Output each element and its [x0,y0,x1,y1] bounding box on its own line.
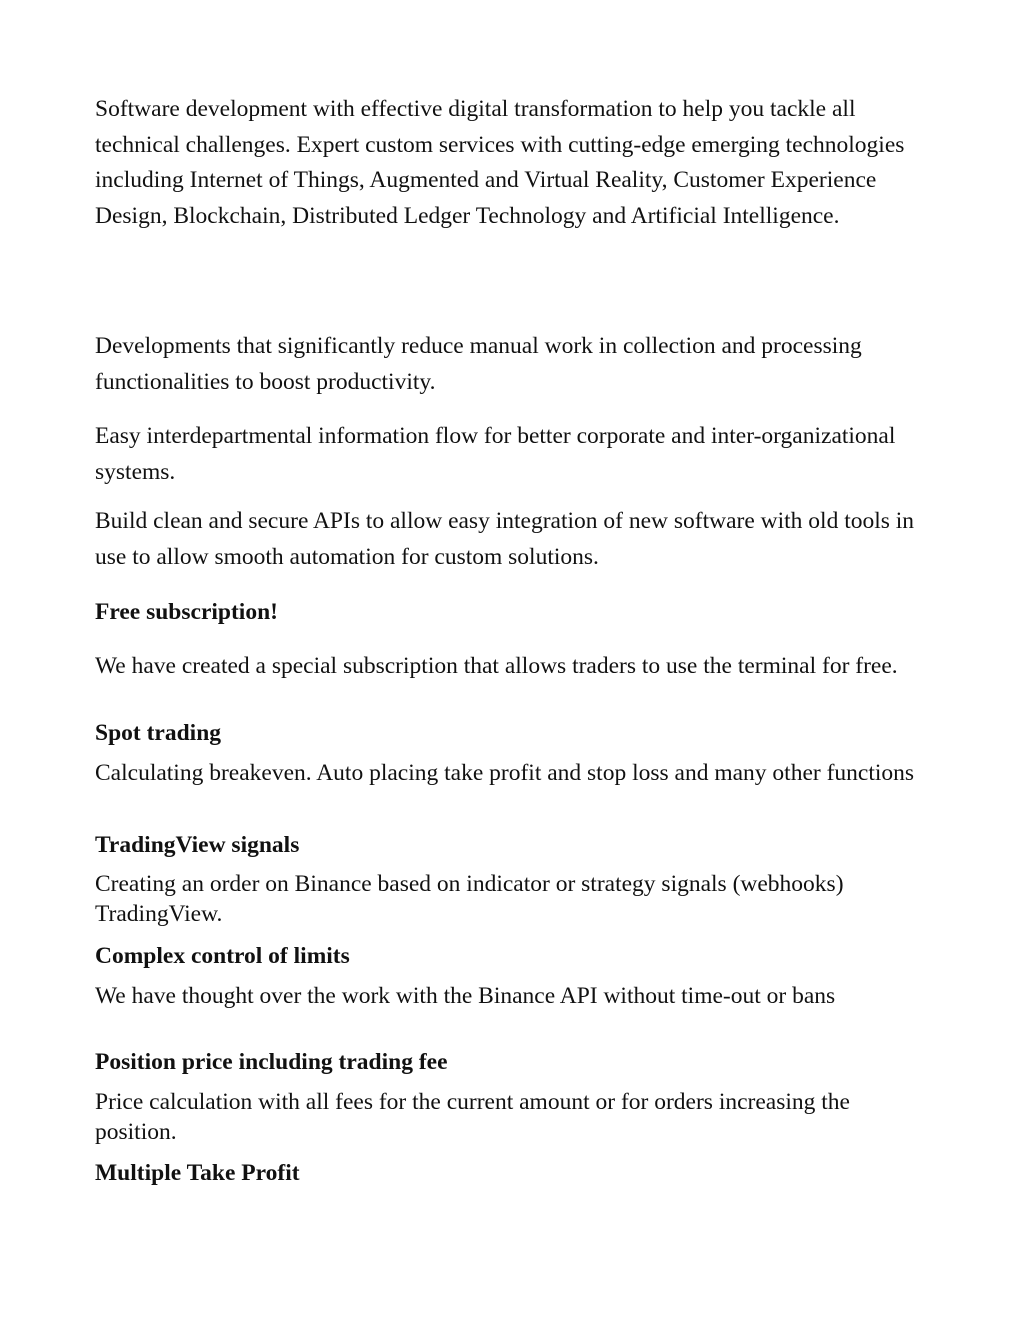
feature-heading-tradingview-signals: TradingView signals [95,832,300,858]
feature-heading-multiple-take-profit: Multiple Take Profit [95,1160,300,1186]
feature-description-spot-trading: Calculating breakeven. Auto placing take profit and stop loss and many other functions [95,760,915,786]
feature-heading-complex-control-of-limits: Complex control of limits [95,943,350,969]
feature-description-free-subscription: We have created a special subscription that allows traders to use the terminal for free. [95,653,898,679]
feature-description-tradingview-signals: Creating an order on Binance based on indicator or strategy signals (webhooks) TradingView. [95,871,844,927]
feature-heading-position-price: Position price including trading fee [95,1049,448,1075]
benefit-paragraph-3: Build clean and secure APIs to allow easy integration of new software with old tools in use to allow smooth automation for custom solutions. [95,508,915,570]
feature-description-position-price: Price calculation with all fees for the current amount or for orders increasing the position. [95,1089,850,1145]
feature-description-complex-control-of-limits: We have thought over the work with the Binance API without time-out or bans [95,983,836,1009]
benefit-paragraph-1: Developments that significantly reduce manual work in collection and processing functionalities to boost productivity. [95,333,862,395]
feature-heading-free-subscription: Free subscription! [95,599,278,625]
benefit-paragraph-2: Easy interdepartmental information flow for better corporate and inter-organizational systems. [95,423,896,485]
intro-paragraph: Software development with effective digital transformation to help you tackle all technical challenges. Expert custom services with cutting-edge emerging technologies including Internet of Things, Augmented and Virtual Reality, Customer Experience Design, Blockchain, Distributed Ledger Technology and Artificial Intelligence. [95,96,905,229]
feature-heading-spot-trading: Spot trading [95,720,222,746]
